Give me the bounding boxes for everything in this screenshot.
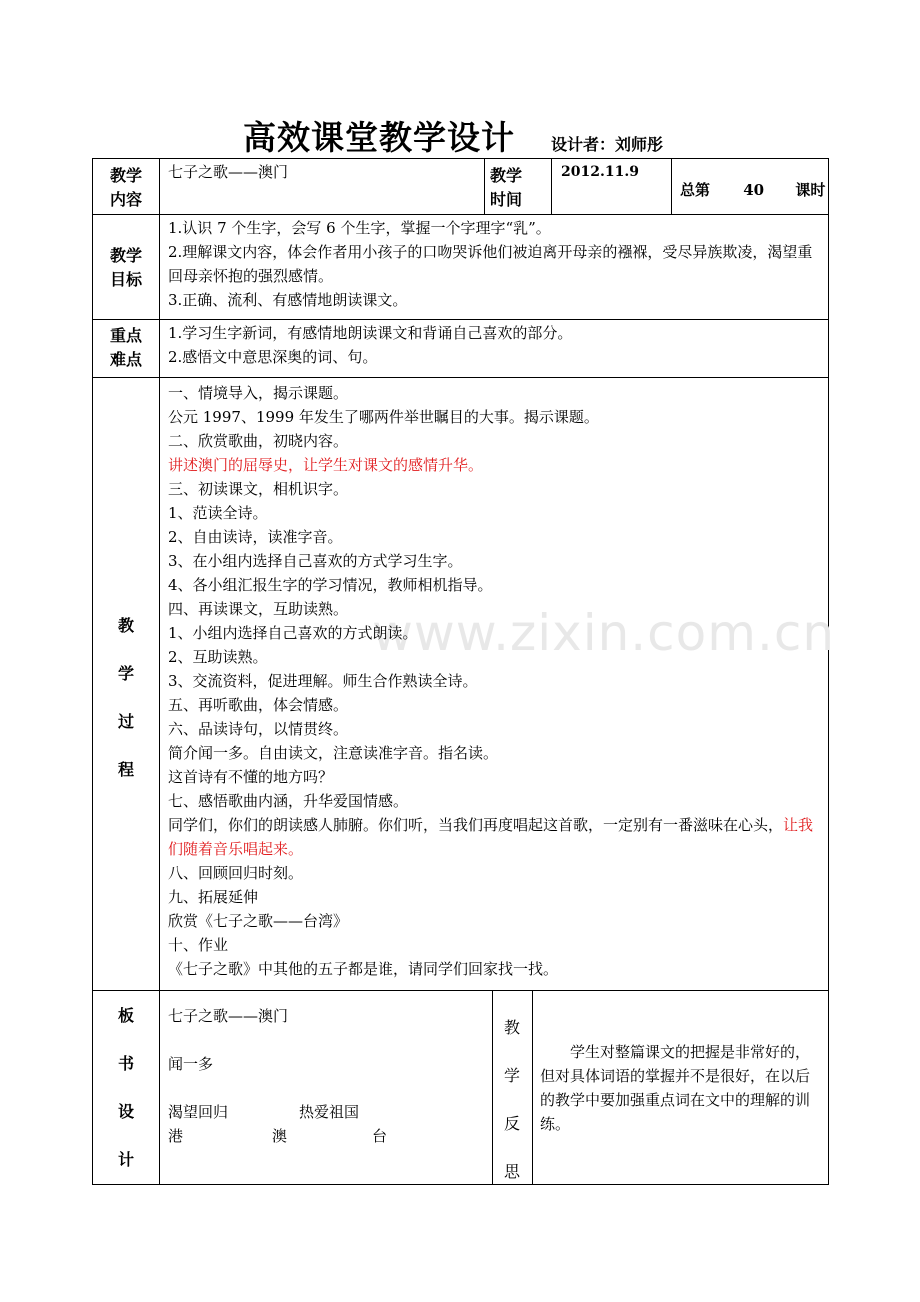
row-divider	[92, 214, 829, 215]
process-line: 五、再听歌曲，体会情感。	[168, 696, 349, 714]
process-line: 十、作业	[168, 936, 229, 954]
process-list	[168, 381, 822, 981]
column-divider	[159, 158, 160, 1185]
key-point-item: 2.感悟文中意思深奥的词、句。	[168, 348, 378, 366]
process-line: 1、范读全诗。	[168, 504, 268, 522]
column-divider	[492, 990, 493, 1185]
row-divider	[92, 377, 829, 378]
process-line: 四、再读课文，互助读熟。	[168, 600, 349, 618]
process-line: 简介闻一多。自由读文，注意读准字音。指名读。	[168, 744, 499, 762]
board-label-char: 计	[117, 1150, 134, 1169]
column-divider	[532, 990, 533, 1185]
total-suffix: 课时	[795, 181, 826, 199]
reflection-text: 学生对整篇课文的把握是非常好的，但对具体词语的掌握并不是很好，在以后的教学中要加强重点词在文中的理解的训练。	[540, 1043, 811, 1133]
board-label-char: 板	[117, 1006, 134, 1025]
process-line-highlight: 讲述澳门的屈辱史，让学生对课文的感情升华。	[168, 456, 484, 474]
process-line: 一、情境导入，揭示课题。	[168, 384, 349, 402]
row-divider	[92, 990, 829, 991]
process-line: 这首诗有不懂的地方吗？	[168, 768, 334, 786]
column-divider	[671, 158, 672, 214]
process-label	[100, 602, 152, 794]
process-line: 二、欣赏歌曲，初晓内容。	[168, 432, 349, 450]
process-line: 3、在小组内选择自己喜欢的方式学习生字。	[168, 552, 463, 570]
board-label	[100, 992, 152, 1184]
board-author: 闻一多	[168, 1055, 214, 1073]
process-line: 公元 1997、1999 年发生了哪两件举世瞩目的大事。揭示课题。	[168, 408, 599, 426]
process-line: 八、回顾回归时刻。	[168, 864, 304, 882]
page-title: 高效课堂教学设计	[243, 118, 515, 157]
total-lessons	[680, 178, 825, 202]
process-line: 1、小组内选择自己喜欢的方式朗读。	[168, 624, 418, 642]
key-points-label-text: 重点难点	[109, 326, 142, 369]
total-number: 40	[743, 181, 765, 199]
goal-item: 3.正确、流利、有感情地朗读课文。	[168, 291, 408, 309]
reflection-label-char: 教	[503, 1018, 520, 1037]
goal-item: 2.理解课文内容，体会作者用小孩子的口吻哭诉他们被迫离开母亲的襁褓，受尽异族欺凌，渴望重回母亲怀抱的强烈感情。	[168, 243, 813, 285]
time-value: 2012.11.9	[561, 164, 639, 180]
process-label-char: 程	[117, 760, 134, 779]
process-line: 七、感悟歌曲内涵，升华爱国情感。	[168, 792, 409, 810]
process-line-text: 同学们，你们的朗读感人肺腑。你们听，当我们再度唱起这首歌，一定别有一番滋味在心头，	[168, 816, 784, 834]
process-label-char: 学	[117, 664, 134, 683]
process-line: 3、交流资料，促进理解。师生合作熟读全诗。	[168, 672, 478, 690]
reflection-label	[494, 1004, 530, 1196]
goals-label-text: 教学目标	[109, 246, 142, 289]
total-prefix: 总第	[680, 181, 711, 199]
process-line: 2、自由读诗，读准字音。	[168, 528, 343, 546]
watermark: www.zixin.com.cn	[372, 604, 836, 662]
column-divider	[484, 158, 485, 214]
goals-list	[168, 216, 822, 312]
process-line: 九、拓展延伸	[168, 888, 259, 906]
board-label-char: 书	[117, 1054, 134, 1073]
reflection-label-char: 学	[503, 1066, 520, 1085]
reflection-label-char: 反	[503, 1114, 520, 1133]
board-phrase: 热爱祖国	[299, 1103, 360, 1121]
content-value: 七子之歌——澳门	[168, 163, 289, 181]
row-divider	[92, 319, 829, 320]
process-line: 《七子之歌》中其他的五子都是谁，请同学们回家找一找。	[168, 960, 559, 978]
goals-label	[100, 244, 152, 292]
process-label-char: 过	[117, 712, 134, 731]
key-point-item: 1.学习生字新词，有感情地朗读课文和背诵自己喜欢的部分。	[168, 324, 573, 342]
time-label	[490, 164, 548, 212]
process-line: 三、初读课文，相机识字。	[168, 480, 349, 498]
title-row	[0, 112, 920, 162]
goal-item: 1.认识 7 个生字，会写 6 个生字，掌握一个字理字“乳”。	[168, 219, 551, 237]
process-line: 4、各小组汇报生字的学习情况，教师相机指导。	[168, 576, 493, 594]
process-line: 欣赏《七子之歌——台湾》	[168, 912, 349, 930]
process-line-highlight: 让我们随着音乐唱起来。	[168, 816, 814, 858]
process-line: 2、互助读熟。	[168, 648, 268, 666]
process-line: 六、品读诗句，以情贯终。	[168, 720, 349, 738]
time-label-text: 教学时间	[490, 166, 523, 209]
reflection-label-char: 思	[503, 1162, 520, 1181]
key-points-list	[168, 321, 822, 369]
key-points-label	[100, 324, 152, 372]
content-label-text: 教学内容	[109, 166, 142, 209]
content-label	[100, 164, 152, 212]
board-label-char: 设	[117, 1102, 134, 1121]
board-place: 港	[168, 1127, 184, 1145]
designer-label: 设计者：刘师彤	[551, 135, 664, 154]
process-label-char: 教	[117, 616, 134, 635]
column-divider	[551, 158, 552, 214]
board-place: 澳	[272, 1127, 288, 1145]
board-phrase: 渴望回归	[168, 1103, 229, 1121]
board-title: 七子之歌——澳门	[168, 1007, 289, 1025]
process-line	[168, 813, 822, 861]
board-place: 台	[372, 1127, 388, 1145]
